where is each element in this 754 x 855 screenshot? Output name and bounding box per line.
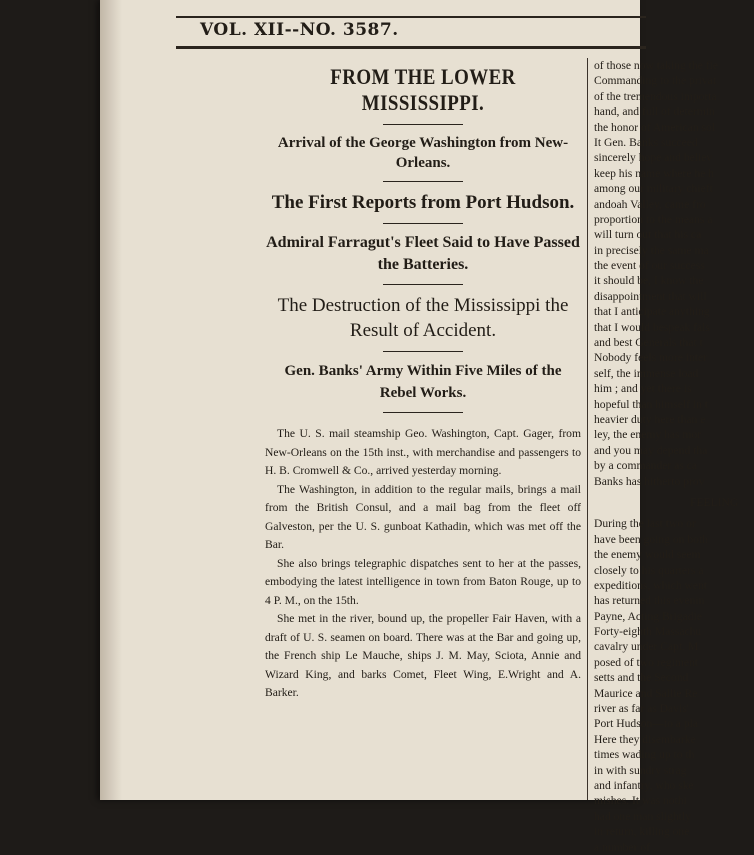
column-text-line: river as far as Davis' — [594, 702, 689, 716]
paragraph: The Washington, in addition to the regular mails, brings a mail from the British Consul, and a mail bag from the fleet off Galveston, per the U. S. gunboat Kathadin, which was met off the Bar. — [265, 482, 581, 551]
column-text-line: proportion to the means a — [594, 212, 713, 226]
column-text-line: ley, the enemy has mor — [594, 428, 702, 442]
column-text-line: cavalry under Capt. M — [594, 640, 699, 654]
deck-farragut: Admiral Farragut's Fleet Said to Have Passed the Batteries. — [266, 234, 580, 273]
paragraph: The U. S. mail steamship Geo. Washington, Capt. Gager, from New-Orleans on the 15th inst., with merchandise and passengers to H. B. Cromwell & Co., arrived yesterday morning. — [265, 427, 581, 477]
masthead-bottom-rule — [176, 46, 646, 49]
article-body — [265, 425, 581, 703]
deck-arrival: Arrival of the George Washington from New-Orleans. — [277, 135, 569, 171]
column-text-line: posed of two regiment — [594, 655, 698, 669]
column-text-line: among our military chieft — [594, 182, 713, 196]
column-text-line: Payne, Acting Brigadie — [594, 609, 702, 623]
column-text-line: and infantry, who ske — [594, 778, 694, 792]
column-text-line: have been going on both — [594, 532, 708, 546]
column-text-line: and best Generals that t — [594, 336, 703, 350]
column-text-line: mishes. It was nothi — [594, 794, 687, 808]
divider-rule — [383, 124, 463, 125]
column-text-line: It Gen. Banks succeed — [594, 135, 698, 149]
column-text-line: closely to his quarters a — [594, 563, 704, 577]
column-text-line: sincerely hope and believ — [594, 151, 713, 165]
column-text-line: Maurice and Sallie Re — [594, 686, 698, 700]
column-text-line: the enemy would seem — [594, 548, 701, 562]
column-text-line: had one man slightly — [594, 809, 691, 823]
divider-rule — [383, 181, 463, 182]
deck-destruction: The Destruction of the Mississippi the Result of Accident. — [277, 295, 569, 341]
column-text-line: him ; and yet there is — [594, 382, 692, 396]
adjacent-column-bottom — [594, 516, 754, 855]
adjacent-column — [594, 58, 754, 855]
column-text-line: times wading up to th — [594, 748, 695, 762]
column-text-line: Port Hudson—to a pla — [594, 717, 699, 731]
column-text-line: hand, and full of determin — [594, 105, 715, 119]
column-text-line: a number of ... — [594, 840, 662, 854]
paragraph: She met in the river, bound up, the propeller Fair Haven, with a draft of U. S. seamen on board. There was at the Bar and going up, the French ship Le Mauche, ships J. M. May, Sciota, Annie and Wizard King, and barks Comet, Fleet Wing, E.Wright and A. Barker. — [265, 612, 581, 699]
column-text-line: in return, killing one — [594, 825, 690, 839]
paragraph: She also brings telegraphic dispatches sent to her at the passes, embodying the latest intelligence in town from Baton Rouge, up to 4 P. M., on the 15th. — [265, 556, 581, 607]
divider-rule — [383, 284, 463, 285]
adjacent-subhead: FEELING — [690, 495, 739, 509]
column-text-line: will turn out that his ca — [594, 228, 702, 242]
article-column — [265, 58, 581, 703]
column-text-line: keep his name where he h — [594, 166, 715, 180]
column-text-line: of the tremendous importa — [594, 89, 717, 103]
column-text-line: of those now taking the fie — [594, 59, 718, 72]
column-text-line: heavier duty here than e — [594, 412, 706, 426]
newspaper-page — [100, 0, 739, 854]
article-headline: FROM THE LOWER MISSISSIPPI. — [330, 64, 516, 115]
column-text-line: setts and the Second — [594, 671, 689, 685]
column-text-line: by a commander as ca — [594, 459, 698, 473]
adjacent-column-top — [594, 58, 754, 489]
column-text-line: Nobody feels more inter — [594, 351, 708, 365]
masthead-top-rule — [176, 16, 646, 18]
column-text-line: in precisely the same ma — [594, 243, 709, 257]
volume-number: VOL. XII--NO. 3587. — [200, 20, 399, 40]
column-text-line: it should be, I know the — [594, 274, 704, 288]
column-text-line: Commanding to the privat — [594, 74, 717, 88]
divider-rule — [383, 351, 463, 352]
divider-rule — [383, 412, 463, 413]
deck-first-reports: The First Reports from Port Hudson. — [271, 192, 575, 213]
column-divider — [587, 58, 588, 800]
column-text-line: that I anticipate anything — [594, 305, 710, 319]
column-text-line: Forty-eighth Massachu — [594, 625, 702, 639]
column-text-line: disappointment that will — [594, 289, 707, 303]
column-text-line: expeditions, which went — [594, 578, 708, 592]
column-text-line: the event of our success — [594, 259, 705, 273]
column-text-line: and you may depend tha — [594, 443, 708, 457]
column-text-line: hopeful than himself in t — [594, 397, 708, 411]
column-text-line: the honor of American sol — [594, 120, 716, 134]
column-text-line: in with sundry strag — [594, 763, 687, 777]
column-text-line: Here they disembarke — [594, 732, 696, 746]
masthead — [176, 14, 656, 50]
divider-rule — [383, 223, 463, 224]
column-text-line: andoah Valley, came fro — [594, 197, 706, 211]
column-text-line: Banks has hitherto prov — [594, 474, 705, 488]
column-text-line: During the last two or — [594, 517, 696, 531]
column-text-line: that I would bespeak fals — [594, 320, 710, 334]
column-text-line: self, the immense load — [594, 366, 699, 380]
column-text-line: has returned this evenin — [594, 594, 705, 608]
deck-banks-army: Gen. Banks' Army Within Five Miles of the Rebel Works. — [284, 363, 562, 401]
